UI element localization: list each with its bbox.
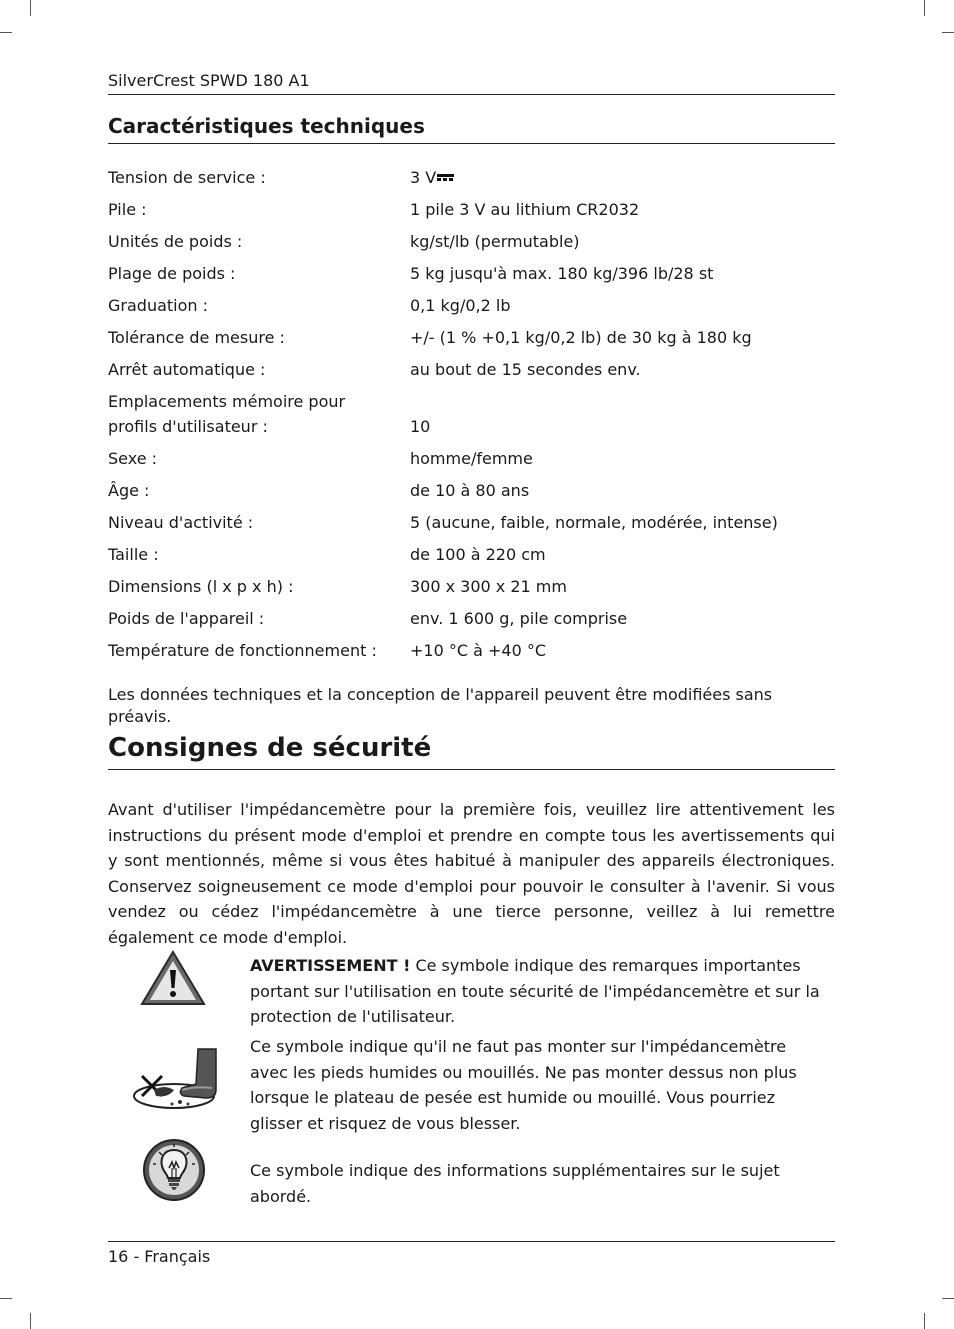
- spec-value: au bout de 15 secondes env.: [410, 360, 641, 379]
- spec-row: [108, 574, 835, 599]
- spec-value-text: 3 V: [410, 168, 437, 187]
- warning-label: AVERTISSEMENT !: [250, 956, 411, 975]
- spec-value: +/- (1 % +0,1 kg/0,2 lb) de 30 kg à 180 kg: [410, 328, 752, 347]
- spec-row: [108, 446, 835, 471]
- spec-value: 300 x 300 x 21 mm: [410, 577, 567, 596]
- crop-mark: [0, 32, 12, 33]
- spec-row: [108, 325, 835, 350]
- spec-label: Pile :: [108, 200, 147, 219]
- crop-mark: [942, 32, 954, 33]
- spec-value: homme/femme: [410, 449, 533, 468]
- spec-row: [108, 478, 835, 503]
- warning-symbol-description: [250, 953, 825, 1030]
- crop-mark: [942, 1298, 954, 1299]
- spec-disclaimer: Les données techniques et la conception de l'appareil peuvent être modifiées sans préavis.: [108, 685, 773, 726]
- page-footer: 16 - Français: [108, 1241, 835, 1268]
- spec-value: 1 pile 3 V au lithium CR2032: [410, 200, 640, 219]
- spec-row: [108, 606, 835, 631]
- spec-label: Unités de poids :: [108, 232, 243, 251]
- wet-feet-icon: [132, 1046, 218, 1112]
- spec-row: [108, 542, 835, 567]
- spec-label: Emplacements mémoire pour profils d'utilisateur :: [108, 392, 346, 436]
- spec-value: env. 1 600 g, pile comprise: [410, 609, 628, 628]
- spec-row: [108, 638, 835, 663]
- spec-value: [410, 165, 835, 190]
- spec-label: Tension de service :: [108, 168, 266, 187]
- spec-label: Taille :: [108, 545, 159, 564]
- spec-label: Arrêt automatique :: [108, 360, 266, 379]
- spec-label: Tolérance de mesure :: [108, 328, 285, 347]
- spec-row: [108, 261, 835, 286]
- spec-row: [108, 510, 835, 535]
- info-symbol-description: Ce symbole indique des informations supplémentaires sur le sujet abordé.: [250, 1161, 780, 1206]
- spec-row: [108, 229, 835, 254]
- crop-mark: [924, 1313, 925, 1329]
- spec-value: kg/st/lb (permutable): [410, 232, 580, 251]
- spec-row: [108, 197, 835, 222]
- spec-value: +10 °C à +40 °C: [410, 641, 547, 660]
- warning-triangle-icon: [140, 950, 206, 1006]
- crop-mark: [924, 0, 925, 16]
- spec-label: Graduation :: [108, 296, 209, 315]
- spec-label: Plage de poids :: [108, 264, 236, 283]
- section-heading-specs: Caractéristiques techniques: [108, 113, 835, 144]
- warning-text: Ce symbole indique des remarques importantes portant sur l'utilisation en toute sécurité de l'impédancemètre et sur la protection de l'utilisateur.: [250, 956, 820, 1026]
- spec-table: [108, 165, 835, 670]
- spec-value: 10: [410, 417, 431, 436]
- section-heading-safety: Consignes de sécurité: [108, 731, 835, 770]
- wet-feet-symbol-description: Ce symbole indique qu'il ne faut pas monter sur l'impédancemètre avec les pieds humides ou mouillés. Ne pas monter dessus non plus lorsque le plateau de pesée est humide ou mouillé. Vous pourriez glisser et risquez de vous blesser.: [250, 1037, 797, 1133]
- spec-row: [108, 293, 835, 318]
- spec-value: de 10 à 80 ans: [410, 481, 530, 500]
- crop-mark: [30, 0, 31, 16]
- lightbulb-icon: [142, 1138, 206, 1202]
- spec-label: Sexe :: [108, 449, 158, 468]
- spec-value: 5 (aucune, faible, normale, modérée, intense): [410, 513, 778, 532]
- spec-row: [108, 389, 835, 439]
- dc-current-icon: [437, 173, 454, 182]
- spec-label: Niveau d'activité :: [108, 513, 254, 532]
- spec-value: 0,1 kg/0,2 lb: [410, 296, 511, 315]
- spec-value: 5 kg jusqu'à max. 180 kg/396 lb/28 st: [410, 264, 714, 283]
- spec-row: [108, 357, 835, 382]
- spec-label: Dimensions (l x p x h) :: [108, 577, 294, 596]
- crop-mark: [30, 1313, 31, 1329]
- spec-value: de 100 à 220 cm: [410, 545, 546, 564]
- spec-row: [108, 165, 835, 190]
- spec-label: Température de fonctionnement :: [108, 641, 377, 660]
- spec-label: Poids de l'appareil :: [108, 609, 265, 628]
- safety-intro-paragraph: Avant d'utiliser l'impédancemètre pour la première fois, veuillez lire attentivement les instructions du présent mode d'emploi et prendre en compte tous les avertissements qui y sont mentionnés, même si vous êtes habitué à manipuler des appareils électroniques. Conservez soigneusement ce mode d'emploi pour pouvoir le consulter à l'avenir. Si vous vendez ou cédez l'impédancemètre à une tierce personne, veillez à lui remettre également ce mode d'emploi.: [108, 800, 835, 947]
- running-header: SilverCrest SPWD 180 A1: [108, 70, 835, 95]
- spec-label: Âge :: [108, 481, 150, 500]
- crop-mark: [0, 1298, 12, 1299]
